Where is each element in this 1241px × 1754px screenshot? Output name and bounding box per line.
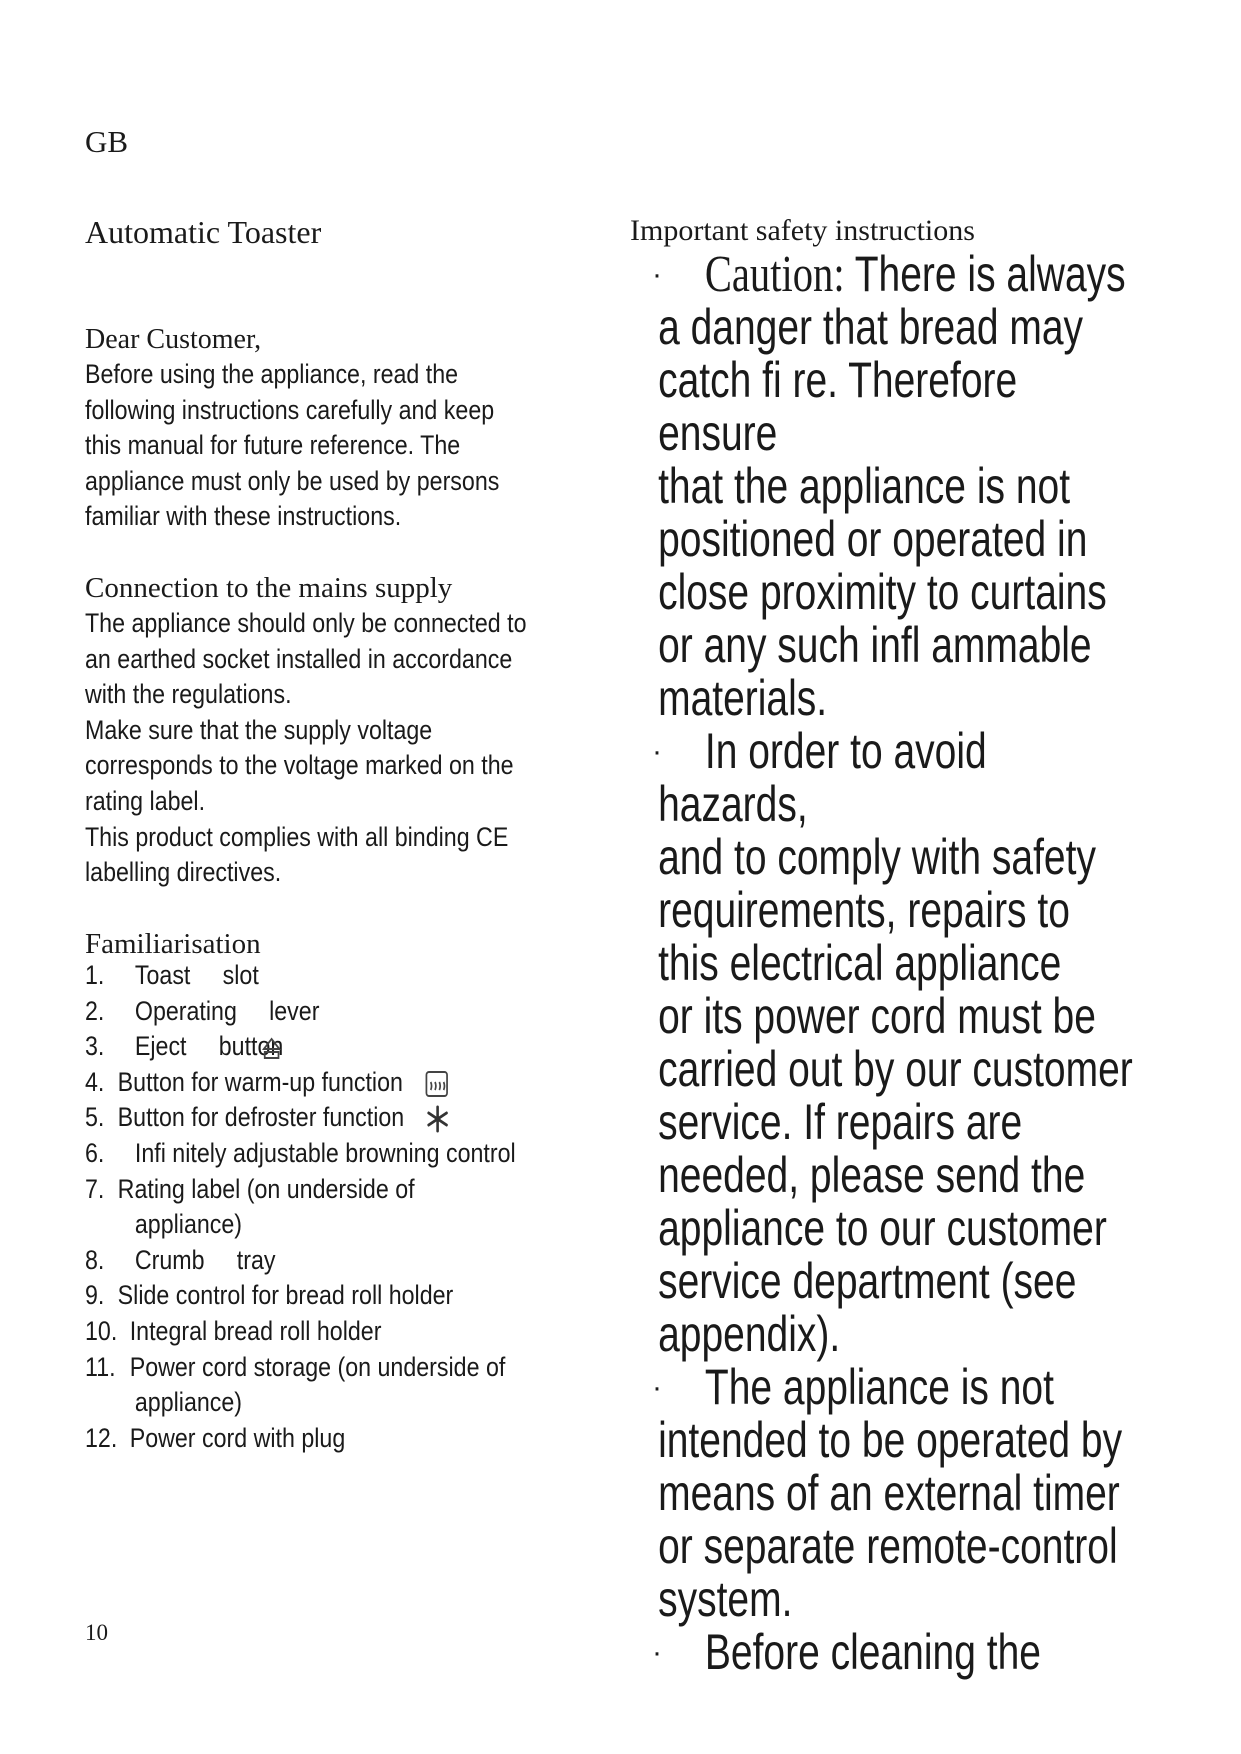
warm-up-icon (424, 1069, 450, 1099)
list-item (85, 994, 516, 1030)
greeting: Dear Customer, (85, 324, 262, 355)
item-text: Eject button (134, 1031, 284, 1062)
item-number: 6. (85, 1137, 105, 1168)
connection-heading: Connection to the mains supply (85, 572, 453, 604)
item-number: 12. (85, 1422, 118, 1453)
safety-list (630, 248, 1241, 1679)
list-item (85, 1100, 516, 1136)
intro-line: following instructions carefully and keep (85, 394, 495, 425)
list-item (85, 1278, 516, 1314)
item-number: 5. (85, 1102, 105, 1133)
item-text: Crumb tray (134, 1244, 276, 1275)
list-item (85, 1136, 516, 1172)
list-item (85, 1243, 516, 1279)
familiarisation-heading: Familiarisation (85, 928, 261, 960)
snowflake-icon (425, 1104, 451, 1134)
item-number: 2. (85, 995, 105, 1026)
connection-line: with the regulations. (85, 679, 292, 710)
safety-text: The appliance is not intended to be operated by means of an external timer or separate remote-control system. (658, 1359, 1123, 1627)
item-text: Power cord storage (on underside of (129, 1351, 506, 1382)
safety-item (630, 248, 1241, 725)
item-text: Slide control for bread roll holder (117, 1280, 454, 1311)
list-item (85, 958, 516, 994)
item-text: Infi nitely adjustable browning control (134, 1137, 516, 1168)
document-title: Automatic Toaster (85, 214, 322, 250)
connection-paragraph (85, 606, 527, 891)
safety-item (630, 1626, 1241, 1679)
connection-line: Make sure that the supply voltage (85, 714, 433, 745)
language-code: GB (85, 124, 129, 159)
item-text: Toast slot (134, 960, 259, 990)
parts-list (85, 958, 516, 1456)
safety-text: There is always a danger that bread may catch fi re. Therefore ensure that the appliance is not positioned or operated in close proximity to curtains or any such infl ammable materials. (658, 246, 1126, 726)
item-text-continued: appliance) (134, 1387, 243, 1418)
item-number: 8. (85, 1244, 105, 1275)
item-text: Button for warm-up function (117, 1066, 403, 1097)
list-item (85, 1065, 516, 1101)
item-number: 11. (85, 1351, 116, 1382)
item-text-continued: appliance) (134, 1209, 243, 1240)
safety-heading: Important safety instructions (630, 214, 975, 247)
bullet-symbol: · (652, 1636, 662, 1669)
item-number: 10. (85, 1315, 118, 1346)
safety-text: In order to avoid hazards, and to comply with safety requirements, repairs to this electrical appliance or its power cord must be carried out by our customer service. If repairs are needed, please send the appliance to our customer service department (see appendix). (658, 723, 1133, 1362)
connection-line: labelling directives. (85, 857, 282, 888)
list-item (85, 1314, 516, 1350)
item-text: Operating lever (134, 995, 320, 1026)
bullet-symbol: · (652, 258, 662, 291)
intro-line: familiar with these instructions. (85, 501, 402, 532)
page-number: 10 (85, 1620, 108, 1645)
intro-line: Before using the appliance, read the (85, 359, 459, 389)
bullet-symbol: · (652, 735, 662, 768)
item-text: Integral bread roll holder (129, 1315, 382, 1346)
connection-line: The appliance should only be connected to (85, 608, 527, 638)
item-number: 1. (85, 960, 105, 990)
list-item (85, 1350, 516, 1421)
connection-line: corresponds to the voltage marked on the (85, 750, 514, 781)
safety-item (630, 725, 1241, 1361)
intro-line: appliance must only be used by persons (85, 465, 500, 496)
safety-item (630, 1361, 1241, 1626)
intro-paragraph (85, 357, 499, 535)
item-text: Button for defroster function (117, 1102, 405, 1133)
list-item (85, 1172, 516, 1243)
eject-icon (262, 1037, 281, 1061)
item-number: 9. (85, 1280, 105, 1311)
item-number: 3. (85, 1031, 105, 1062)
item-number: 4. (85, 1066, 105, 1097)
connection-line: an earthed socket installed in accordance (85, 643, 513, 674)
item-text: Power cord with plug (129, 1422, 346, 1453)
list-item (85, 1029, 516, 1065)
item-number: 7. (85, 1173, 105, 1204)
connection-line: This product complies with all binding CE (85, 821, 509, 852)
bullet-symbol: · (652, 1371, 662, 1404)
list-item (85, 1421, 516, 1457)
intro-line: this manual for future reference. The (85, 430, 461, 461)
caution-label: Caution: (704, 246, 845, 303)
item-text: Rating label (on underside of (117, 1173, 415, 1204)
connection-line: rating label. (85, 785, 206, 816)
safety-text: Before cleaning the (704, 1624, 1041, 1680)
